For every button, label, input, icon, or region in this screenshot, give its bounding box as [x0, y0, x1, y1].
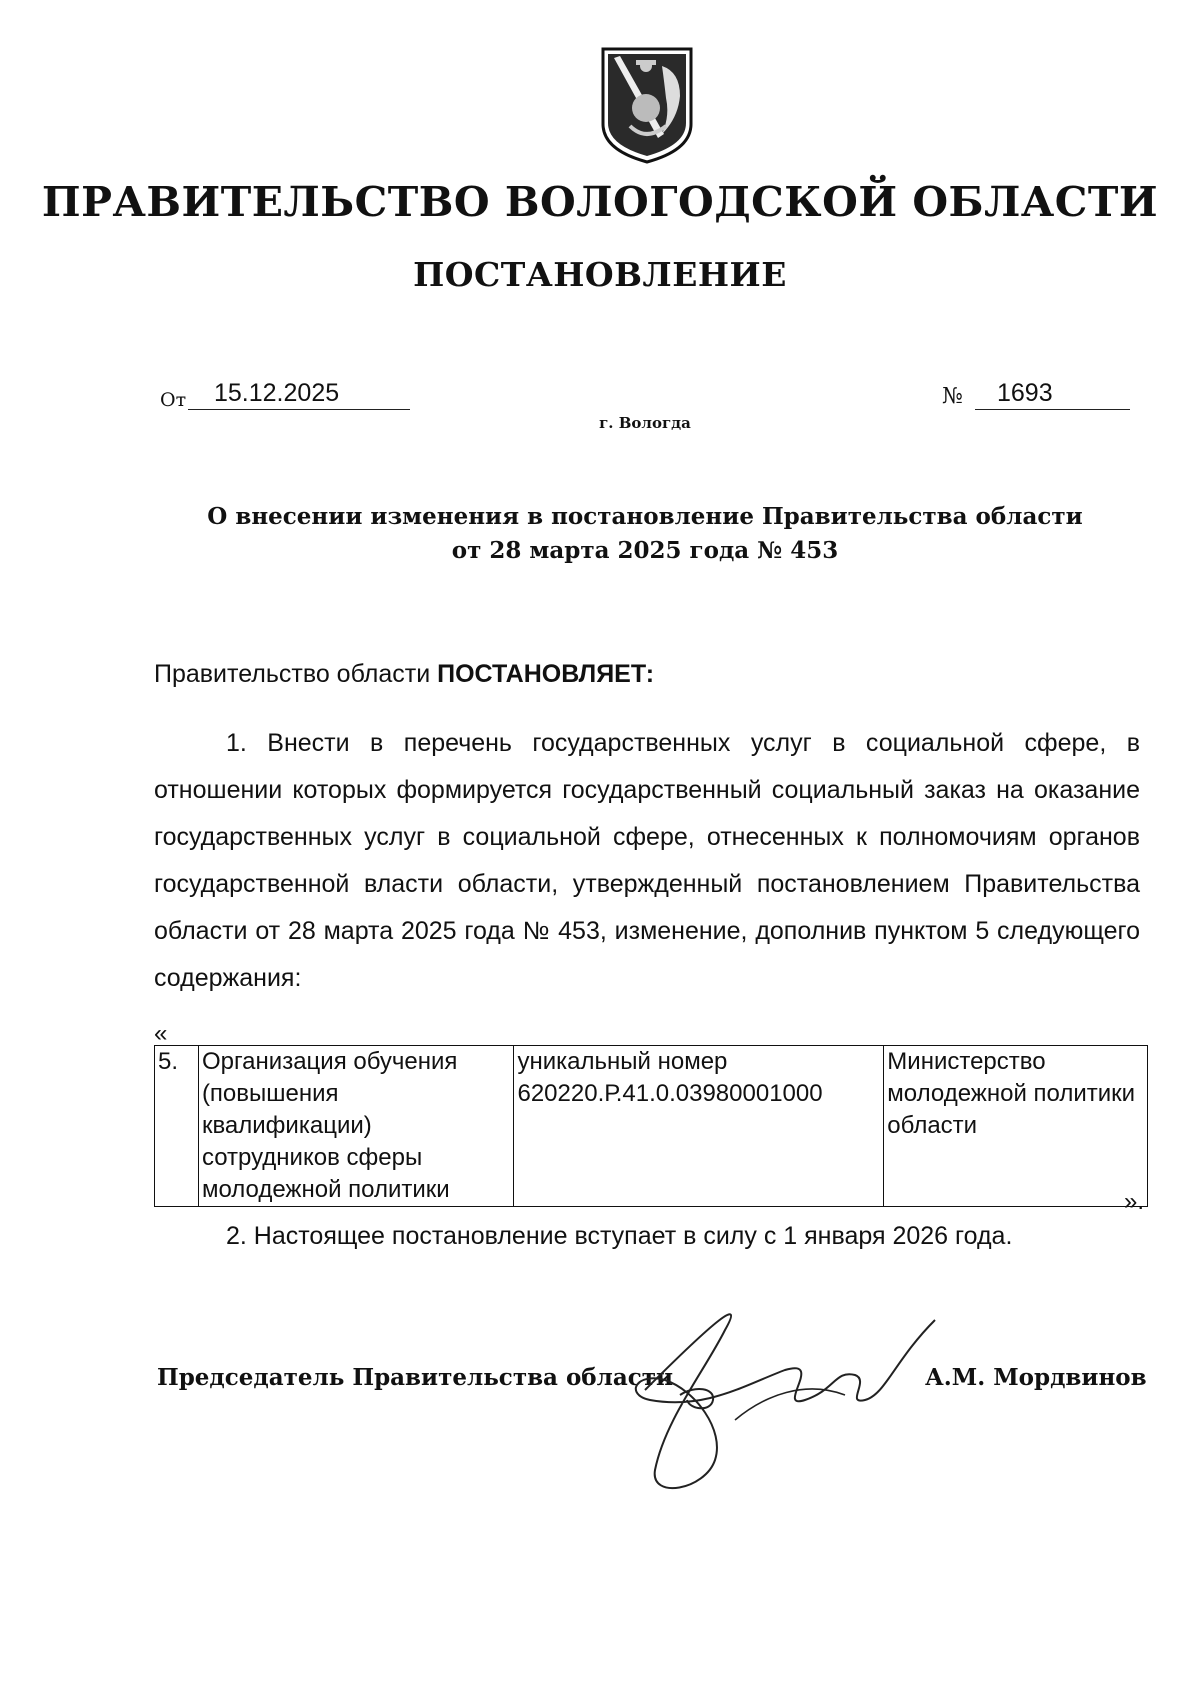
coat-of-arms-icon [600, 46, 694, 164]
document-subject [160, 500, 1130, 568]
signatory-name: А.М. Мордвинов [925, 1364, 1147, 1391]
quote-open: « [154, 1020, 168, 1047]
paragraph-1: 1. Внести в перечень государственных услуг в социальной сфере, в отношении которых формируется государственный социальный заказ на оказание государственных услуг в социальной сфере, отнесенных к полномочиям органов государственной власти области, утвержденный постановлением Правительства области от 28 марта 2025 года № 453, изменение, дополнив пунктом 5 следующего содержания: [154, 729, 1140, 992]
item-number: 5. [155, 1046, 199, 1207]
date-prefix: От [160, 389, 187, 411]
subject-line-1: О внесении изменения в постановление Правительства области [207, 503, 1083, 530]
document-type: ПОСТАНОВЛЕНИЕ [413, 255, 787, 294]
inserted-item-table [154, 1045, 1148, 1207]
paragraph-2: 2. Настоящее постановление вступает в силу с 1 января 2026 года. [226, 1222, 1013, 1250]
signatory-position: Председатель Правительства области [157, 1364, 674, 1391]
number-prefix: № [942, 384, 963, 409]
quote-close: ». [1124, 1188, 1145, 1215]
document-number: 1693 [975, 378, 1130, 410]
decree-lead: Правительство области [154, 660, 431, 688]
subject-line-2: от 28 марта 2025 года № 453 [451, 537, 839, 564]
table-row [155, 1046, 1148, 1207]
responsible-authority: Министерство молодежной политики области [884, 1046, 1148, 1207]
document-date: 15.12.2025 [188, 378, 410, 410]
handwritten-signature [595, 1300, 945, 1505]
decree-verb: ПОСТАНОВЛЯЕТ: [437, 660, 655, 688]
city: г. Вологда [599, 414, 691, 432]
government-title: ПРАВИТЕЛЬСТВО ВОЛОГОДСКОЙ ОБЛАСТИ [41, 178, 1159, 226]
decree-line [154, 660, 654, 689]
service-code: уникальный номер 620220.Р.41.0.03980001000 [514, 1046, 884, 1207]
service-name: Организация обучения (повышения квалификации) сотрудников сферы молодежной политики [198, 1046, 514, 1207]
